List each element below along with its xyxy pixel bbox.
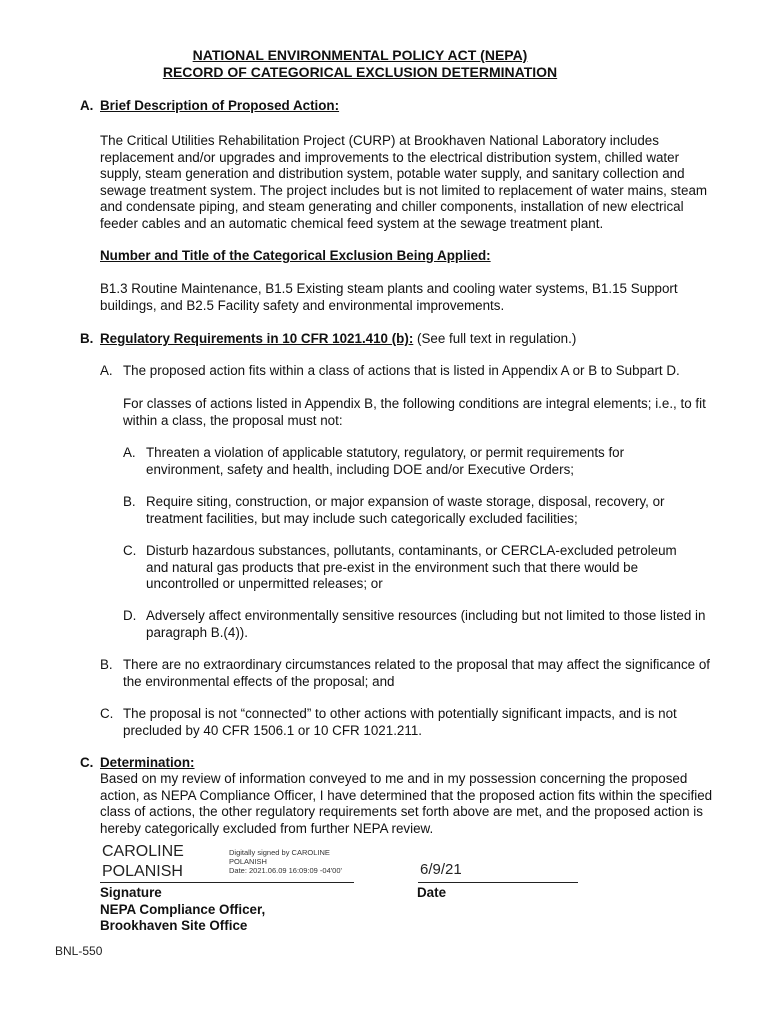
signer-name-line-1: CAROLINE (102, 843, 184, 860)
requirement-text-a: The proposed action fits within a class of actions that is listed in Appendix A or B to Subpart D. (123, 363, 680, 378)
determination-body: Based on my review of information conveyed to me and in my possession concerning the proposed action, as NEPA Compliance Officer, I have determined that the proposed action fits within the specified class of actions, the other regulatory requirements set forth above are met, and the proposed action is hereby categorically excluded from further NEPA review. (100, 771, 713, 836)
document-id: BNL-550 (55, 944, 103, 958)
section-a-heading: Brief Description of Proposed Action: (100, 98, 340, 113)
condition-text-d: Adversely affect environmentally sensitive resources (including but not limited to those listed in paragraph B.(4)). (146, 608, 706, 640)
requirement-text-c: The proposal is not “connected” to other actions with potentially significant impacts, and is not precluded by 40 CFR 1506.1 or 10 CFR 1021.211. (123, 706, 677, 738)
signer-name-line-2: POLANISH (102, 863, 183, 880)
signed-date-value: 6/9/21 (420, 861, 462, 878)
signer-office: Brookhaven Site Office (100, 918, 248, 933)
condition-letter-d: D. (123, 608, 137, 623)
section-a-body: The Critical Utilities Rehabilitation Project (CURP) at Brookhaven National Laboratory includes replacement and/or upgrades and improvements to the electrical distribution system, chilled water supply, steam generation and distribution system, potable water supply, and sanitary collection and sewage treatment system. The project includes but is not limited to replacement of water mains, steam and condensate piping, and steam generating and chiller components, installation of new electrical feeder cables and an automatic chemical feed system at the sewage treatment plant. (100, 133, 708, 231)
categorical-exclusion-heading: Number and Title of the Categorical Exclusion Being Applied: (100, 248, 491, 263)
condition-letter-a: A. (123, 445, 136, 460)
condition-text-b: Require siting, construction, or major expansion of waste storage, disposal, recovery, or treatment facilities, but may include such categorically excluded facilities; (146, 494, 665, 526)
requirement-text-b: There are no extraordinary circumstances related to the proposal that may affect the significance of the environmental effects of the proposal; and (123, 657, 711, 689)
categorical-exclusions-text: B1.3 Routine Maintenance, B1.5 Existing steam plants and cooling water systems, B1.15 Support buildings, and B2.5 Facility safety and environmental improvements. (100, 281, 678, 313)
requirement-letter-a: A. (100, 363, 113, 378)
section-c-letter: C. (80, 755, 94, 770)
conditions-intro: For classes of actions listed in Appendix B, the following conditions are integral elements; i.e., to fit within a class, the proposal must not: (123, 396, 706, 428)
section-c-heading: Determination: (100, 755, 195, 770)
date-line (418, 882, 578, 883)
digital-signature-date: Date: 2021.06.09 16:09:09 -04'00' (229, 866, 342, 875)
signature-line (100, 882, 354, 883)
digital-signature-line-2: POLANISH (229, 857, 267, 866)
signer-title: NEPA Compliance Officer, (100, 902, 266, 917)
requirement-letter-c: C. (100, 706, 114, 721)
requirement-letter-b: B. (100, 657, 113, 672)
section-b-heading-note: (See full text in regulation.) (417, 331, 577, 346)
signature-label: Signature (100, 885, 162, 900)
section-a-letter: A. (80, 98, 94, 113)
document-title-line-1: NATIONAL ENVIRONMENTAL POLICY ACT (NEPA) (192, 47, 528, 63)
condition-letter-b: B. (123, 494, 136, 509)
section-b-heading-row (100, 331, 576, 348)
section-b-letter: B. (80, 331, 94, 346)
condition-text-c: Disturb hazardous substances, pollutants, contaminants, or CERCLA-excluded petroleum and natural gas products that pre-exist in the environment such that there would be uncontrolled or unpermitted releases; or (146, 543, 677, 591)
digital-signature-line-1: Digitally signed by CAROLINE (229, 848, 330, 857)
section-b-heading: Regulatory Requirements in 10 CFR 1021.410 (b): (100, 331, 414, 346)
document-title-line-2: RECORD OF CATEGORICAL EXCLUSION DETERMINATION (162, 64, 558, 80)
condition-text-a: Threaten a violation of applicable statutory, regulatory, or permit requirements for environment, safety and health, including DOE and/or Executive Orders; (146, 445, 625, 477)
condition-letter-c: C. (123, 543, 137, 558)
date-label: Date (417, 885, 447, 900)
